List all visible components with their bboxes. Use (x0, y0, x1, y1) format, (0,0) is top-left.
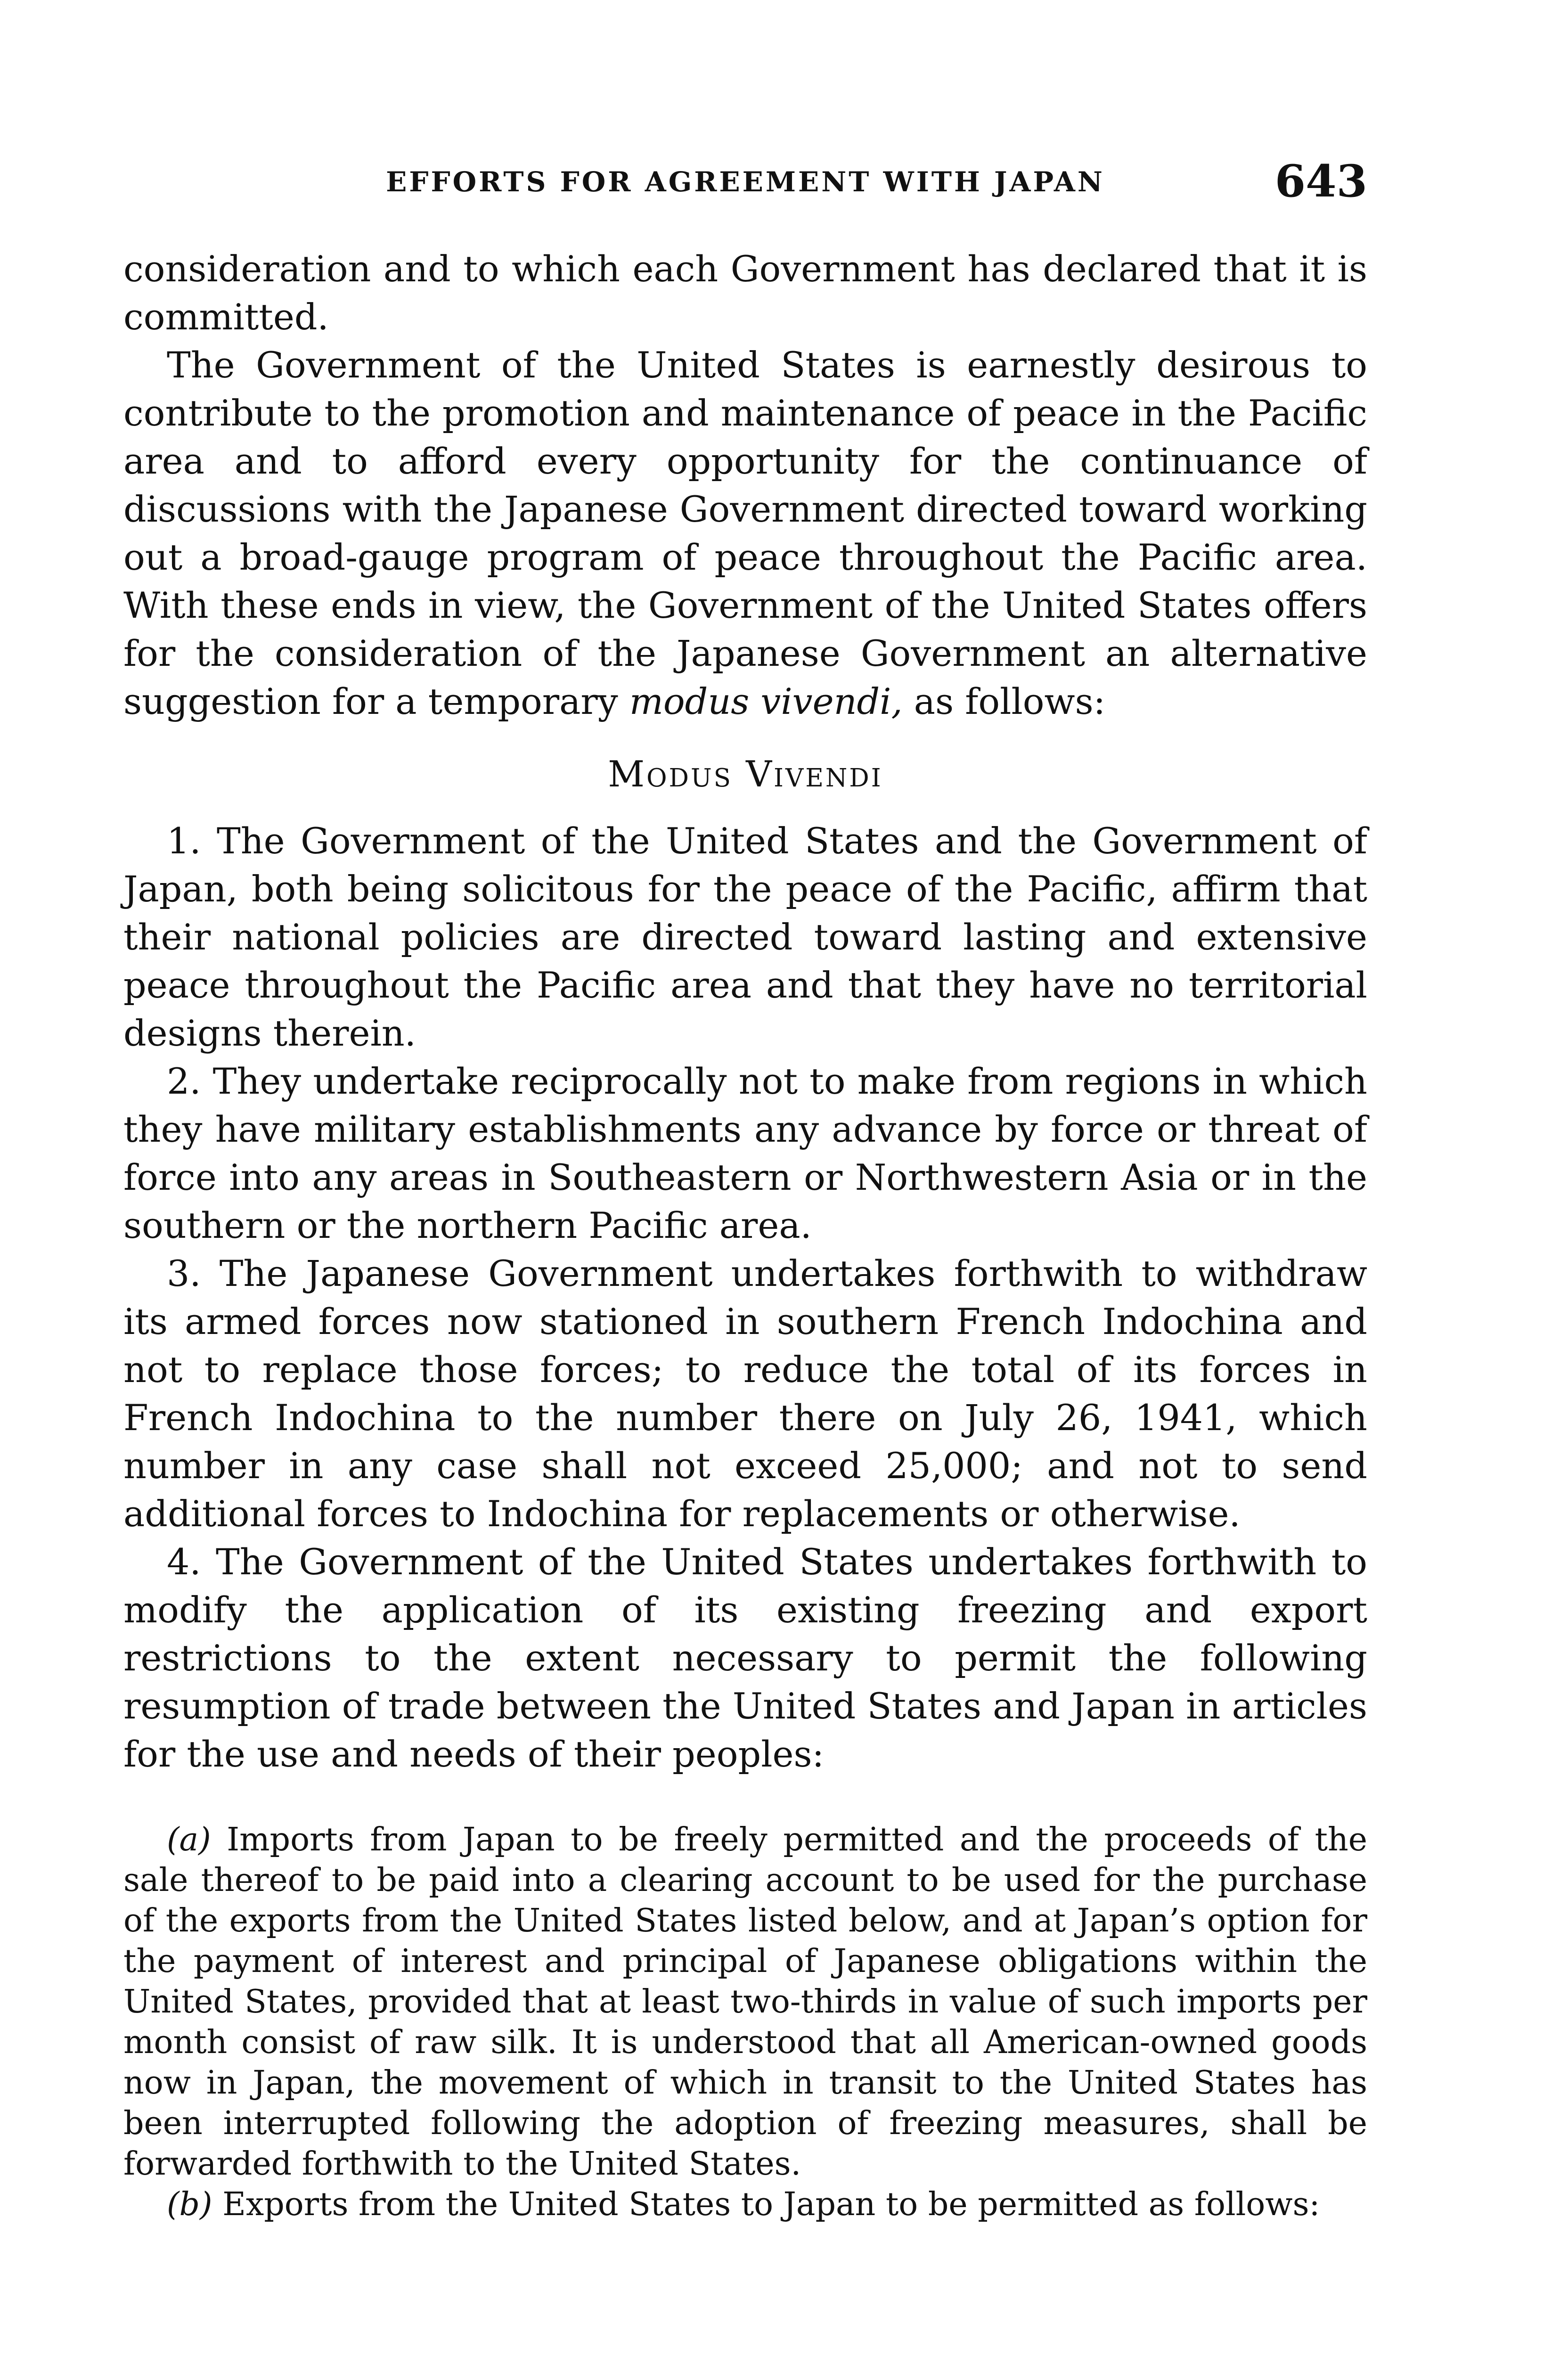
item-2: 2. They undertake reciprocally not to make from regions in which they have military establishments any advance by force or threat of force into any areas in Southeastern or Northwestern Asia or in the southern or the northern Pacific area. (123, 1060, 1367, 1246)
subsection-b-label: (b) (167, 2186, 212, 2223)
running-title: EFFORTS FOR AGREEMENT WITH JAPAN (386, 166, 1105, 198)
subsection-a (123, 1820, 1367, 2184)
paragraph-intro-end: as follows: (902, 680, 1106, 722)
subsection-b-text: Exports from the United States to Japan to be permitted as follows: (212, 2186, 1320, 2223)
subsection-b (123, 2184, 1367, 2225)
main-text (123, 245, 1367, 1778)
paragraph-continued: consideration and to which each Government has declared that it is committed. (123, 248, 1367, 338)
paragraph-intro (123, 341, 1367, 726)
subsection-a-label: (a) (167, 1821, 211, 1858)
item-3: 3. The Japanese Government undertakes forthwith to withdraw its armed forces now stationed in southern French Indochina and not to replace those forces; to reduce the total of its forces in French Indochina to the number there on July 26, 1941, which number in any case shall not exceed 25,000; and not to send additional forces to Indochina for replacements or otherwise. (123, 1252, 1367, 1535)
subsection-block (123, 1820, 1367, 2225)
paragraph-intro-text: The Government of the United States is earnestly desirous to contribute to the promotion and maintenance of peace in the Pacific area and to afford every opportunity for the continuance of discussions with the Japanese Government directed toward working out a broad-gauge program of peace throughout the Pacific area. With these ends in view, the Government of the United States offers for the consideration of the Japanese Government an alternative suggestion for a temporary (123, 344, 1367, 722)
subsection-a-text: Imports from Japan to be freely permitted and the proceeds of the sale thereof to be paid into a clearing account to be used for the purchase of the exports from the United States listed below, and at Japan’s option for the payment of interest and principal of Japanese obligations within the United States, provided that at least two-thirds in value of such imports per month consist of raw silk. It is understood that all American-owned goods now in Japan, the movement of which in transit to the United States has been interrupted following the adoption of freezing measures, shall be forwarded forthwith to the United States. (123, 1821, 1367, 2183)
section-heading: Modus Vivendi (608, 753, 883, 795)
item-4: 4. The Government of the United States undertakes forthwith to modify the application of its existing freezing and export restrictions to the extent necessary to permit the following resumption of trade between the United States and Japan in articles for the use and needs of their peoples: (123, 1541, 1367, 1775)
item-1: 1. The Government of the United States and the Government of Japan, both being solicitous for the peace of the Pacific, affirm that their national policies are directed toward lasting and extensive peace throughout the Pacific area and that they have no territorial designs therein. (123, 820, 1367, 1054)
paragraph-intro-italic: modus vivendi, (629, 680, 903, 722)
page-number: 643 (1274, 155, 1367, 207)
running-header (123, 155, 1367, 207)
